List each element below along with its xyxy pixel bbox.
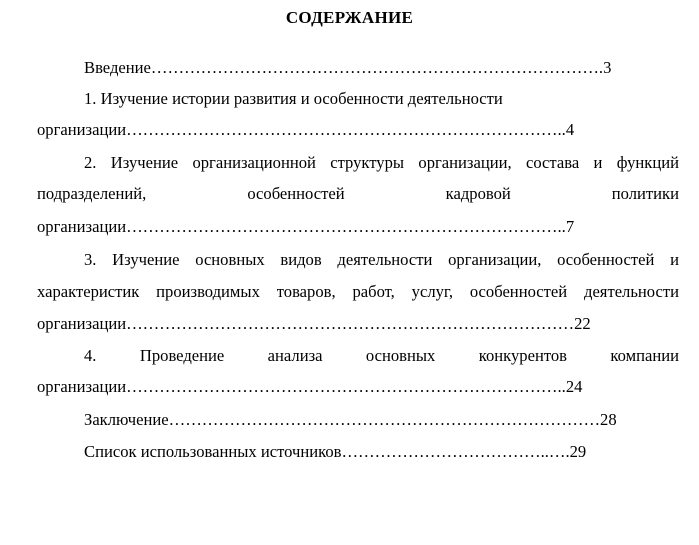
toc-entry-2-line-2: подразделений, особенностей кадровой политики: [37, 184, 679, 203]
toc-entry-1-text: 1. Изучение истории развития и особенности деятельности: [84, 89, 503, 108]
toc-entry-1-line-2: организации……………………………………………………………………..4: [37, 120, 575, 139]
toc-entry-3-line-2: характеристик производимых товаров, работ, услуг, особенностей деятельности: [37, 282, 679, 301]
toc-entry-3-line-3: организации………………………………………………………………………22: [37, 314, 591, 333]
toc-entry-1-line-1: [84, 89, 679, 109]
toc-entry-intro: Введение……………………………………………………………………….3: [84, 58, 612, 77]
toc-entry-3-line-1: 3. Изучение основных видов деятельности организации, особенностей и: [84, 250, 679, 269]
page-title: СОДЕРЖАНИЕ: [285, 8, 414, 27]
toc-entry-4-line-2: организации……………………………………………………………………..24: [37, 377, 583, 396]
toc-entry-conclusion: Заключение……………………………………………………………………28: [84, 410, 617, 429]
toc-entry-4-line-1: 4. Проведение анализа основных конкурентов компании: [84, 346, 679, 365]
toc-entry-2-line-1: 2. Изучение организационной структуры организации, состава и функций: [84, 153, 679, 172]
toc-entry-references: Список использованных источников………………………………..….29: [84, 442, 587, 461]
toc-entry-2-line-3: организации……………………………………………………………………..7: [37, 217, 575, 236]
